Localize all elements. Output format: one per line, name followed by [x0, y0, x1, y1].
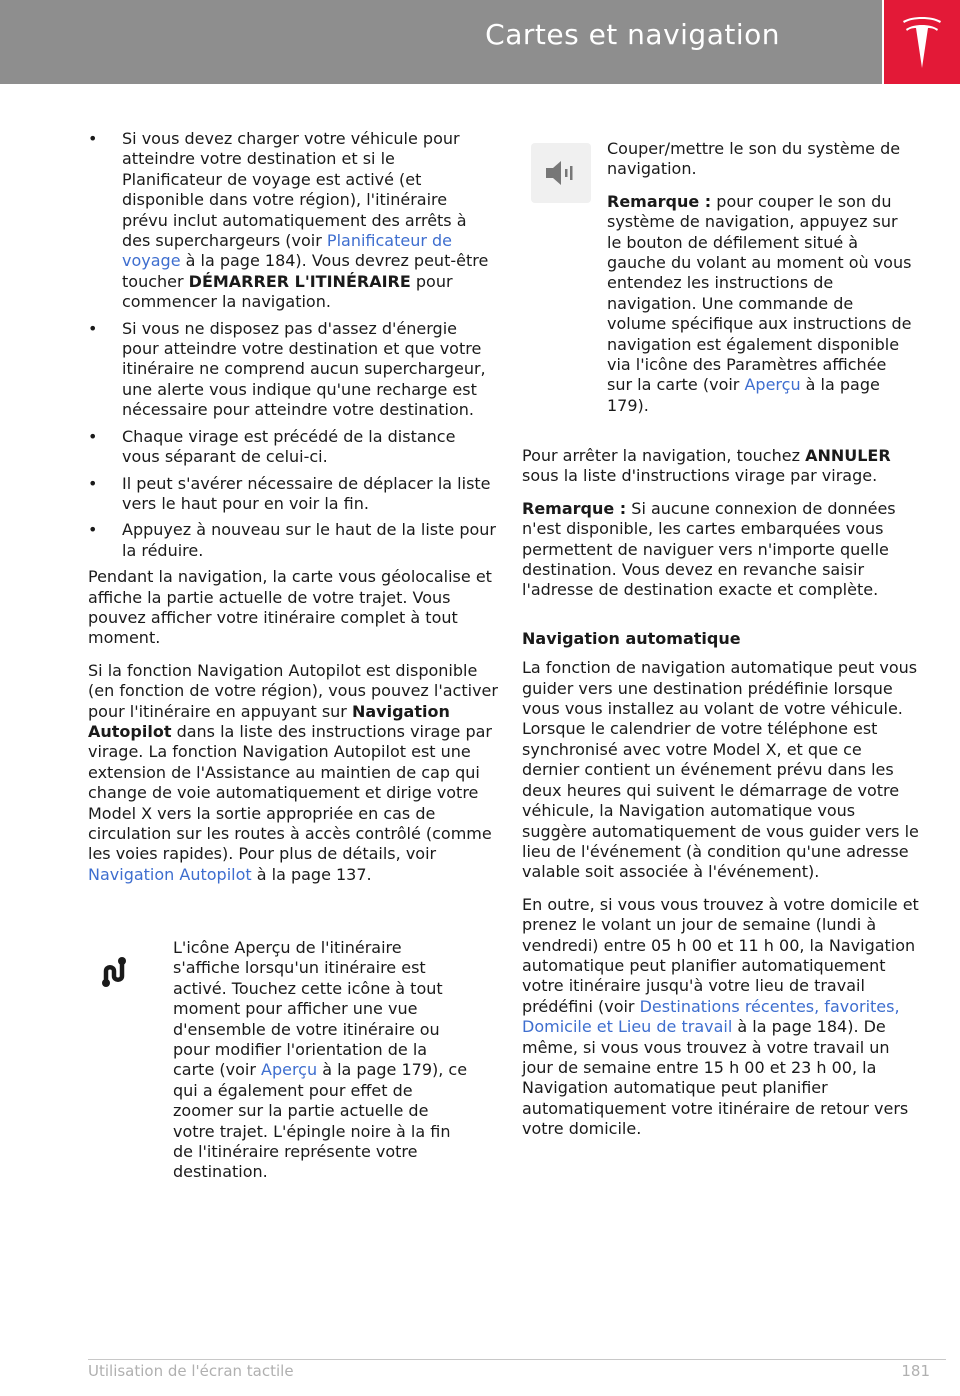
left-column — [88, 129, 498, 897]
list-item: • Appuyez à nouveau sur le haut de la liste pour la réduire. — [88, 520, 496, 560]
page-title: Cartes et navigation — [485, 18, 780, 51]
link-destinations[interactable]: Destinations récentes, favorites, Domicile et Lieu de travail — [522, 996, 900, 1037]
paragraph-autopilot: Si la fonction Navigation Autopilot est disponible (en fonction de votre région), vous pouvez l'activer pour l'itinéraire en appuyant sur Navigation Autopilot dans la liste des instructions virage par virage. La fonction Navigation Autopilot est une extension de l'Assistance au maintien de cap qui change de voie automatiquement et dirige votre Model X vers la sortie appropriée en cas de circulation sur les routes à accès contrôlé (comme les voies rapides). Pour plus de détails, voir Navigation Autopilot à la page 137. — [88, 660, 498, 884]
mute-navigation-description: Couper/mettre le son du système de navigation. Remarque : pour couper le son du système de navigation, appuyez sur le bouton de défilement situé à gauche du volant au moment où vous entendez les instructions de navigation. Une commande de volume spécifique aux instructions de navigation est également disponible via l'icône des Paramètres affichée sur la carte (voir Aperçu à la page 179). — [607, 139, 912, 415]
mute-navigation-block — [531, 137, 911, 427]
list-item: • Si vous devez charger votre véhicule pour atteindre votre destination et si le Planificateur de voyage est activé (et disponible dans votre région), l'itinéraire prévu inclut automatiquement des arrêts à des superchargeurs (voir Planificateur de voyage à la page 184). Vous devrez peut-être toucher DÉMARRER L'ITINÉRAIRE pour commencer la navigation. — [88, 129, 489, 312]
route-overview-description: L'icône Aperçu de l'itinéraire s'affiche lorsqu'un itinéraire est activé. Touchez cette icône à tout moment pour afficher une vue d'ensemble de votre itinéraire ou pour modifier l'orientation de la carte (voir Aperçu à la page 179), ce qui a également pour effet de zoomer sur la partie actuelle de votre trajet. L'épingle noire à la fin de l'itinéraire représente votre destination. — [173, 938, 468, 1182]
speaker-volume-icon — [531, 143, 591, 203]
brand-logo — [884, 0, 960, 84]
link-apercu[interactable]: Aperçu — [261, 1060, 318, 1080]
bullet-list — [88, 129, 498, 561]
paragraph-offline-note: Remarque : Si aucune connexion de données n'est disponible, les cartes embarquées vous permettent de naviguer vers n'importe quelle destination. Vous devez en revanche saisir l'adresse de destination exacte et complète. — [522, 498, 896, 600]
list-item: • Chaque virage est précédé de la distance vous séparant de celui-ci. — [88, 426, 456, 467]
list-item: • Il peut s'avérer nécessaire de déplacer la liste vers le haut pour en voir la fin. — [88, 473, 491, 513]
footer-section: Utilisation de l'écran tactile — [88, 1362, 294, 1380]
link-trip-planner[interactable]: Planificateur de voyage — [122, 231, 453, 271]
footer-divider — [88, 1359, 946, 1360]
page-number: 181 — [901, 1362, 930, 1380]
list-item: • Si vous ne disposez pas d'assez d'énergie pour atteindre votre destination et que votre itinéraire ne comprend aucun superchargeur, une alerte vous indique qu'une recharge est nécessaire pour atteindre votre destination. — [88, 318, 486, 420]
route-overview-icon — [88, 942, 148, 1002]
right-column — [522, 446, 922, 1152]
paragraph-navigation-map: Pendant la navigation, la carte vous géolocalise et affiche la partie actuelle de votre trajet. Vous pouvez afficher votre itinéraire complet à tout moment. — [88, 567, 492, 648]
paragraph-cancel: Pour arrêter la navigation, touchez ANNULER sous la liste d'instructions virage par virage. — [522, 446, 891, 486]
route-overview-block — [88, 936, 498, 1186]
link-navigation-autopilot[interactable]: Navigation Autopilot — [88, 864, 252, 884]
link-apercu[interactable]: Aperçu — [744, 375, 801, 395]
paragraph-auto-navigation-work: En outre, si vous vous trouvez à votre domicile et prenez le volant un jour de semaine (lundi à vendredi) entre 05 h 00 et 11 h 00, la Navigation automatique peut planifier automatiquement votre itinéraire jusqu'à votre lieu de travail prédéfini (voir Destinations récentes, favorites, Domicile et Lieu de travail à la page 184). De même, si vous vous trouvez à votre travail un jour de semaine entre 15 h 00 et 23 h 00, la Navigation automatique peut planifier automatiquement votre itinéraire de retour vers votre domicile. — [522, 894, 919, 1139]
header-bar — [0, 0, 882, 84]
tesla-logo-icon — [902, 14, 942, 70]
paragraph-auto-navigation: La fonction de navigation automatique peut vous guider vers une destination prédéfinie lorsque vous vous installez au volant de votre véhicule. Lorsque le calendrier de votre téléphone est synchronisé avec votre Model X, et que ce dernier contient un événement prévu dans les deux heures qui suivent le démarrage de votre véhicule, la Navigation automatique vous suggère automatiquement de vous guider vers le lieu de l'événement (à condition qu'une adresse valable soit associée à l'événement). — [522, 658, 919, 882]
section-heading: Navigation automatique — [522, 628, 741, 648]
